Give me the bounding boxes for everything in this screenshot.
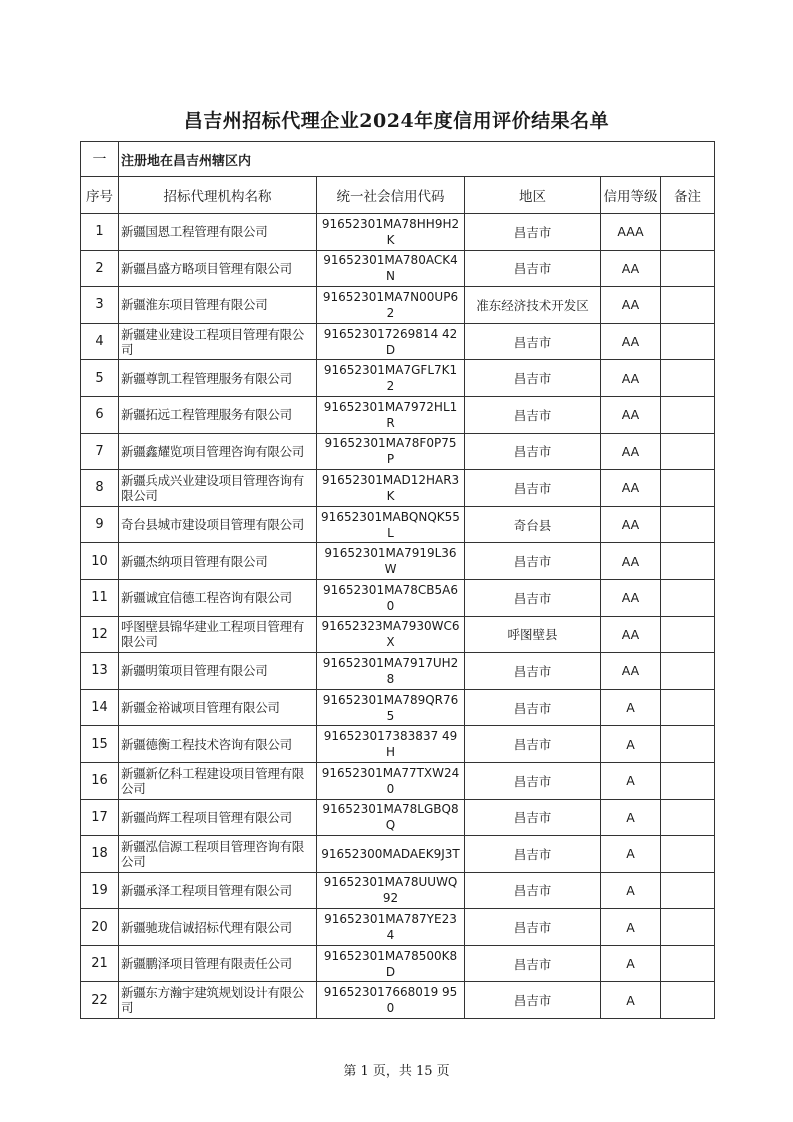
remark bbox=[661, 396, 715, 433]
table-row bbox=[81, 250, 715, 287]
header-row bbox=[81, 177, 715, 214]
credit-code: 91652301MA780ACK4N bbox=[317, 250, 465, 287]
credit-code: 91652300MADAEK9J3T bbox=[317, 836, 465, 873]
section-name: 注册地在昌吉州辖区内 bbox=[119, 142, 715, 177]
company-name: 新疆东方瀚宇建筑规划设计有限公司 bbox=[119, 982, 317, 1019]
table-row bbox=[81, 360, 715, 397]
credit-code: 91652301MA77TXW240 bbox=[317, 762, 465, 799]
company-name: 新疆承泽工程项目管理有限公司 bbox=[119, 872, 317, 909]
credit-code: 91652301MA78UUWQ92 bbox=[317, 872, 465, 909]
header-note: 备注 bbox=[661, 177, 715, 214]
credit-code: 91652301MA7919L36W bbox=[317, 543, 465, 580]
row-number: 16 bbox=[81, 762, 119, 799]
region: 昌吉市 bbox=[465, 836, 601, 873]
region: 昌吉市 bbox=[465, 872, 601, 909]
table-row bbox=[81, 872, 715, 909]
header-grade: 信用等级 bbox=[601, 177, 661, 214]
remark bbox=[661, 433, 715, 470]
page-footer: 第 1 页，共 15 页 bbox=[343, 1064, 450, 1079]
company-name: 新疆淮东项目管理有限公司 bbox=[119, 287, 317, 324]
credit-code: 91652301MA78CB5A60 bbox=[317, 579, 465, 616]
credit-code: 91652301MA7972HL1R bbox=[317, 396, 465, 433]
row-number: 15 bbox=[81, 726, 119, 763]
row-number: 11 bbox=[81, 579, 119, 616]
credit-grade: AA bbox=[601, 433, 661, 470]
row-number: 22 bbox=[81, 982, 119, 1019]
remark bbox=[661, 689, 715, 726]
region: 昌吉市 bbox=[465, 762, 601, 799]
region: 昌吉市 bbox=[465, 323, 601, 360]
credit-code: 91652301MA7GFL7K12 bbox=[317, 360, 465, 397]
credit-code: 91652301MA78HH9H2K bbox=[317, 214, 465, 251]
region: 昌吉市 bbox=[465, 214, 601, 251]
row-number: 17 bbox=[81, 799, 119, 836]
row-number: 1 bbox=[81, 214, 119, 251]
table-row bbox=[81, 543, 715, 580]
credit-grade: A bbox=[601, 762, 661, 799]
remark bbox=[661, 579, 715, 616]
remark bbox=[661, 616, 715, 653]
company-name: 新疆昌盛方略项目管理有限公司 bbox=[119, 250, 317, 287]
credit-grade: AA bbox=[601, 396, 661, 433]
remark bbox=[661, 909, 715, 946]
remark bbox=[661, 470, 715, 507]
credit-grade: AA bbox=[601, 287, 661, 324]
credit-grade: AAA bbox=[601, 214, 661, 251]
header-area: 地区 bbox=[465, 177, 601, 214]
row-number: 20 bbox=[81, 909, 119, 946]
row-number: 4 bbox=[81, 323, 119, 360]
row-number: 19 bbox=[81, 872, 119, 909]
table-row bbox=[81, 506, 715, 543]
company-name: 新疆驰珑信诚招标代理有限公司 bbox=[119, 909, 317, 946]
remark bbox=[661, 287, 715, 324]
row-number: 14 bbox=[81, 689, 119, 726]
region: 昌吉市 bbox=[465, 360, 601, 397]
remark bbox=[661, 872, 715, 909]
company-name: 新疆杰纳项目管理有限公司 bbox=[119, 543, 317, 580]
row-number: 2 bbox=[81, 250, 119, 287]
credit-grade: A bbox=[601, 909, 661, 946]
credit-code: 91652301MAD12HAR3K bbox=[317, 470, 465, 507]
credit-code: 91652301MA789QR765 bbox=[317, 689, 465, 726]
credit-grade: AA bbox=[601, 470, 661, 507]
row-number: 12 bbox=[81, 616, 119, 653]
region: 昌吉市 bbox=[465, 726, 601, 763]
company-name: 新疆拓远工程管理服务有限公司 bbox=[119, 396, 317, 433]
table-row bbox=[81, 799, 715, 836]
company-name: 新疆德衡工程技术咨询有限公司 bbox=[119, 726, 317, 763]
region: 准东经济技术开发区 bbox=[465, 287, 601, 324]
company-name: 新疆新亿科工程建设项目管理有限公司 bbox=[119, 762, 317, 799]
remark bbox=[661, 543, 715, 580]
table-row bbox=[81, 616, 715, 653]
table-row bbox=[81, 982, 715, 1019]
credit-grade: AA bbox=[601, 616, 661, 653]
credit-grade: A bbox=[601, 726, 661, 763]
region: 昌吉市 bbox=[465, 543, 601, 580]
row-number: 6 bbox=[81, 396, 119, 433]
table-row bbox=[81, 433, 715, 470]
credit-code: 916523017668019 950 bbox=[317, 982, 465, 1019]
region: 昌吉市 bbox=[465, 945, 601, 982]
table-row bbox=[81, 689, 715, 726]
credit-code: 91652301MA78500K8D bbox=[317, 945, 465, 982]
row-number: 10 bbox=[81, 543, 119, 580]
region: 昌吉市 bbox=[465, 982, 601, 1019]
row-number: 3 bbox=[81, 287, 119, 324]
company-name: 新疆明策项目管理有限公司 bbox=[119, 653, 317, 690]
company-name: 新疆兵成兴业建设项目管理咨询有限公司 bbox=[119, 470, 317, 507]
company-name: 新疆金裕诚项目管理有限公司 bbox=[119, 689, 317, 726]
company-name: 新疆鑫耀览项目管理咨询有限公司 bbox=[119, 433, 317, 470]
region: 呼图壁县 bbox=[465, 616, 601, 653]
table-row bbox=[81, 762, 715, 799]
header-name: 招标代理机构名称 bbox=[119, 177, 317, 214]
remark bbox=[661, 945, 715, 982]
credit-grade: AA bbox=[601, 653, 661, 690]
company-name: 奇台县城市建设项目管理有限公司 bbox=[119, 506, 317, 543]
credit-rating-table bbox=[80, 141, 715, 1019]
region: 昌吉市 bbox=[465, 470, 601, 507]
table-row bbox=[81, 836, 715, 873]
credit-code: 91652323MA7930WC6X bbox=[317, 616, 465, 653]
document-title: 昌吉州招标代理企业2024年度信用评价结果名单 bbox=[183, 110, 610, 132]
table-row bbox=[81, 653, 715, 690]
table-row bbox=[81, 214, 715, 251]
credit-grade: A bbox=[601, 689, 661, 726]
header-no: 序号 bbox=[81, 177, 119, 214]
credit-grade: A bbox=[601, 945, 661, 982]
credit-code: 91652301MA7N00UP62 bbox=[317, 287, 465, 324]
credit-code: 91652301MABQNQK55L bbox=[317, 506, 465, 543]
remark bbox=[661, 360, 715, 397]
company-name: 新疆泓信源工程项目管理咨询有限公司 bbox=[119, 836, 317, 873]
region: 昌吉市 bbox=[465, 579, 601, 616]
region: 昌吉市 bbox=[465, 799, 601, 836]
table-row bbox=[81, 323, 715, 360]
credit-grade: AA bbox=[601, 543, 661, 580]
company-name: 呼图壁县锦华建业工程项目管理有限公司 bbox=[119, 616, 317, 653]
region: 昌吉市 bbox=[465, 909, 601, 946]
credit-grade: AA bbox=[601, 323, 661, 360]
remark bbox=[661, 506, 715, 543]
company-name: 新疆建业建设工程项目管理有限公司 bbox=[119, 323, 317, 360]
table-row bbox=[81, 396, 715, 433]
section-row bbox=[81, 142, 715, 177]
remark bbox=[661, 799, 715, 836]
company-name: 新疆尊凯工程管理服务有限公司 bbox=[119, 360, 317, 397]
credit-grade: A bbox=[601, 982, 661, 1019]
credit-code: 91652301MA78LGBQ8Q bbox=[317, 799, 465, 836]
row-number: 13 bbox=[81, 653, 119, 690]
credit-grade: A bbox=[601, 799, 661, 836]
table-row bbox=[81, 945, 715, 982]
credit-grade: A bbox=[601, 872, 661, 909]
credit-code: 91652301MA787YE234 bbox=[317, 909, 465, 946]
credit-code: 916523017383837 49H bbox=[317, 726, 465, 763]
header-code: 统一社会信用代码 bbox=[317, 177, 465, 214]
row-number: 5 bbox=[81, 360, 119, 397]
credit-code: 91652301MA78F0P75P bbox=[317, 433, 465, 470]
remark bbox=[661, 250, 715, 287]
credit-grade: AA bbox=[601, 250, 661, 287]
region: 昌吉市 bbox=[465, 689, 601, 726]
section-number: 一 bbox=[81, 142, 119, 177]
company-name: 新疆鹏泽项目管理有限责任公司 bbox=[119, 945, 317, 982]
table-row bbox=[81, 287, 715, 324]
credit-grade: A bbox=[601, 836, 661, 873]
remark bbox=[661, 726, 715, 763]
region: 奇台县 bbox=[465, 506, 601, 543]
table-row bbox=[81, 726, 715, 763]
remark bbox=[661, 982, 715, 1019]
row-number: 21 bbox=[81, 945, 119, 982]
row-number: 8 bbox=[81, 470, 119, 507]
row-number: 7 bbox=[81, 433, 119, 470]
table-row bbox=[81, 579, 715, 616]
company-name: 新疆国恩工程管理有限公司 bbox=[119, 214, 317, 251]
credit-grade: AA bbox=[601, 360, 661, 397]
credit-grade: AA bbox=[601, 579, 661, 616]
row-number: 18 bbox=[81, 836, 119, 873]
row-number: 9 bbox=[81, 506, 119, 543]
remark bbox=[661, 836, 715, 873]
remark bbox=[661, 214, 715, 251]
remark bbox=[661, 323, 715, 360]
company-name: 新疆诚宜信德工程咨询有限公司 bbox=[119, 579, 317, 616]
company-name: 新疆尚辉工程项目管理有限公司 bbox=[119, 799, 317, 836]
credit-code: 91652301MA7917UH28 bbox=[317, 653, 465, 690]
table-row bbox=[81, 909, 715, 946]
region: 昌吉市 bbox=[465, 433, 601, 470]
region: 昌吉市 bbox=[465, 653, 601, 690]
table-row bbox=[81, 470, 715, 507]
remark bbox=[661, 762, 715, 799]
region: 昌吉市 bbox=[465, 250, 601, 287]
remark bbox=[661, 653, 715, 690]
credit-grade: AA bbox=[601, 506, 661, 543]
credit-code: 916523017269814 42D bbox=[317, 323, 465, 360]
region: 昌吉市 bbox=[465, 396, 601, 433]
